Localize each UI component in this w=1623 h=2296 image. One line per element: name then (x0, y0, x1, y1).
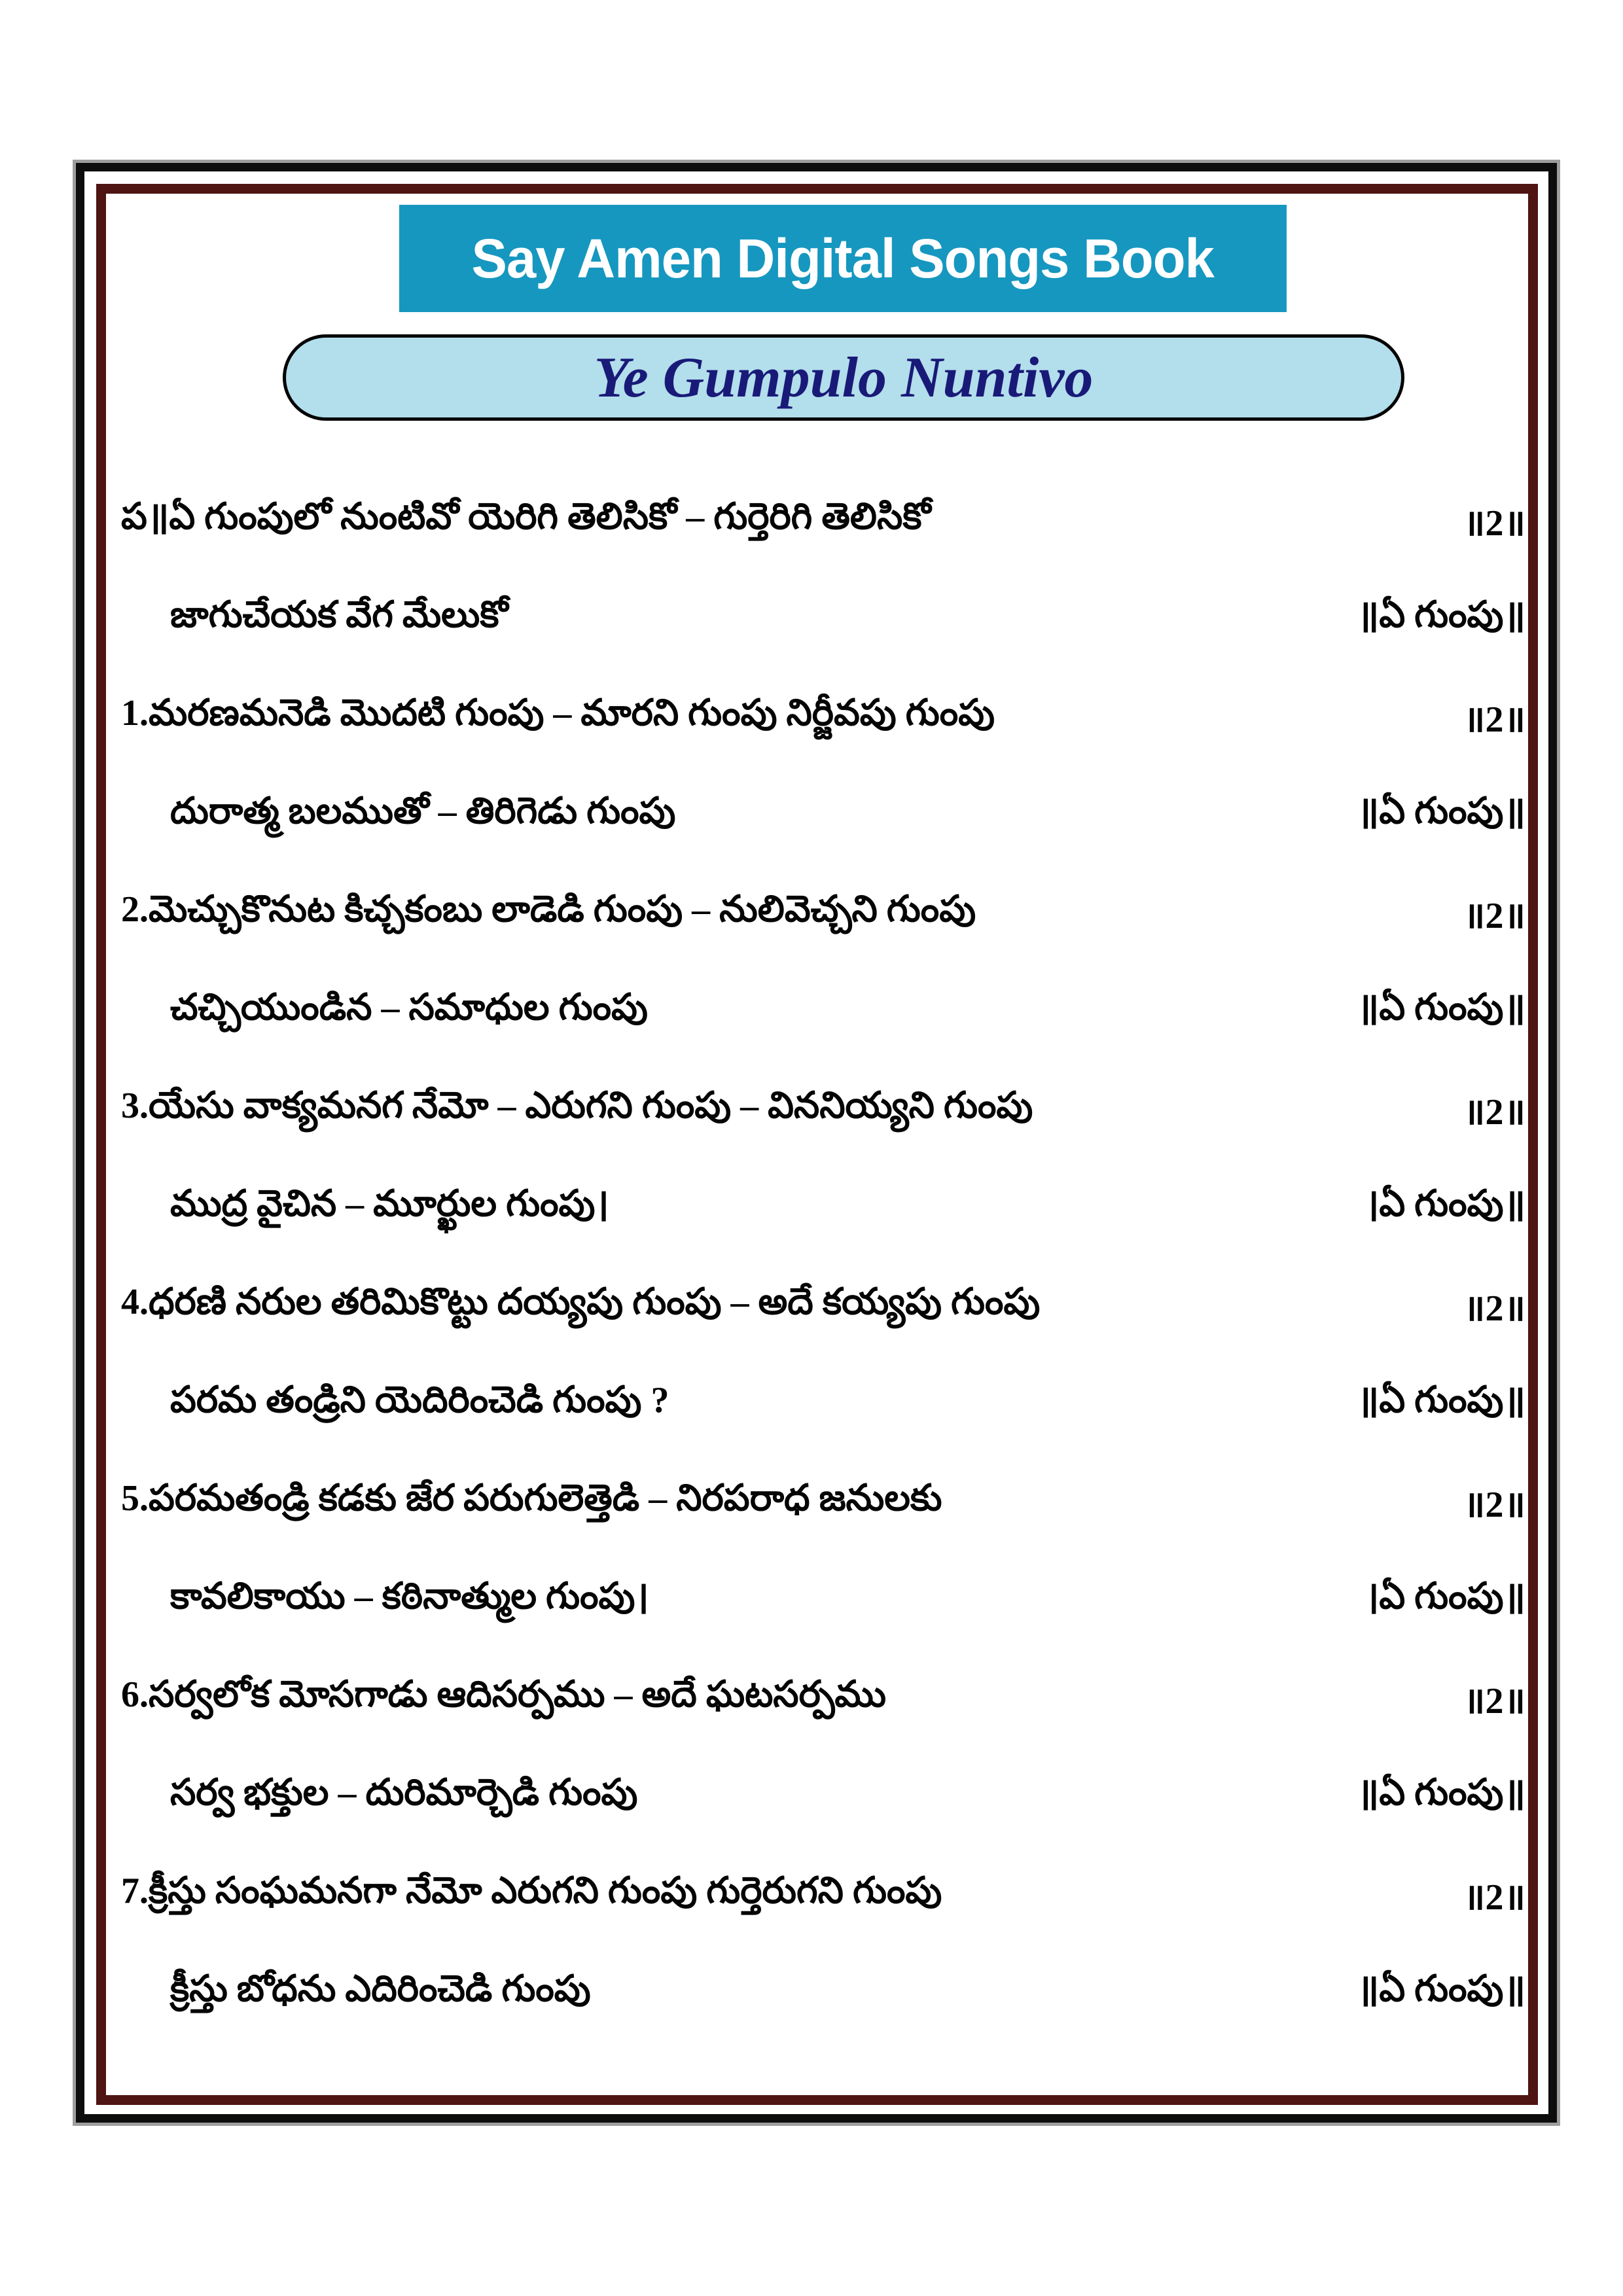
refrain-marker: ॥2॥ (1463, 1681, 1525, 1722)
lyric-text: ప॥ఏ గుంపులో నుంటివో యెరిగి తెలిసికో – గుర్తెరిగి తెలిసికో (121, 497, 931, 537)
lyric-line (121, 571, 1525, 669)
lyric-line (121, 1159, 1525, 1258)
lyric-line (121, 1552, 1525, 1650)
lyric-line (121, 1748, 1525, 1846)
refrain-marker: ॥2॥ (1463, 1092, 1525, 1133)
book-title-banner (399, 205, 1287, 312)
song-title: Ye Gumpulo Nuntivo (594, 345, 1094, 410)
lyric-text: దురాత్మ బలముతో – తిరిగెడు గుంపు (170, 791, 676, 832)
lyric-line (121, 669, 1525, 767)
refrain-marker: ।ఏ గుంపు॥ (1365, 1184, 1525, 1224)
lyric-line (121, 472, 1525, 571)
song-title-pill (283, 334, 1404, 421)
lyric-text: 5.పరమతండ్రి కడకు జేర పరుగులెత్తెడి – నిరపరాధ జనులకు (121, 1478, 942, 1519)
lyric-line (121, 1356, 1525, 1454)
lyric-text: చచ్చియుండిన – సమాధుల గుంపు (170, 987, 648, 1028)
lyric-text: 4.ధరణి నరుల తరిమికొట్టు దయ్యపు గుంపు – అదే కయ్యపు గుంపు (121, 1282, 1041, 1322)
refrain-marker: ॥2॥ (1463, 1877, 1525, 1918)
lyrics (121, 472, 1525, 2043)
lyric-line (121, 1454, 1525, 1552)
lyric-line (121, 1258, 1525, 1356)
lyric-line (121, 1061, 1525, 1159)
refrain-marker: ॥2॥ (1463, 503, 1525, 544)
lyric-line (121, 963, 1525, 1061)
lyric-text: 7.క్రీస్తు సంఘమనగా నేమో ఎరుగని గుంపు గుర్తెరుగని గుంపు (121, 1871, 942, 1911)
lyric-line (121, 1846, 1525, 1945)
lyric-text: 1.మరణమనెడి మొదటి గుంపు – మారని గుంపు నిర్జీవపు గుంపు (121, 693, 995, 733)
refrain-marker: ॥2॥ (1463, 896, 1525, 936)
lyric-text: కావలికాయు – కఠినాత్ముల గుంపు। (170, 1576, 649, 1617)
refrain-marker: ॥2॥ (1463, 1485, 1525, 1525)
lyric-text: సర్వ భక్తుల – దురిమార్చెడి గుంపు (170, 1773, 638, 1813)
book-title: Say Amen Digital Songs Book (471, 227, 1215, 289)
refrain-marker: ॥ఏ గుంపు॥ (1357, 791, 1525, 832)
refrain-marker: ॥ఏ గుంపు॥ (1357, 987, 1525, 1028)
lyric-text: 3.యేసు వాక్యమనగ నేమో – ఎరుగని గుంపు – విననియ్యని గుంపు (121, 1086, 1033, 1126)
refrain-marker: ॥2॥ (1463, 1288, 1525, 1329)
lyric-text: ముద్ర వైచిన – మూర్ఖుల గుంపు। (170, 1184, 609, 1224)
lyric-line (121, 1650, 1525, 1748)
lyric-text: క్రీస్తు బోధను ఎదిరించెడి గుంపు (170, 1969, 591, 2009)
refrain-marker: ॥ఏ గుంపు॥ (1357, 1380, 1525, 1421)
refrain-marker: ॥ఏ గుంపు॥ (1357, 595, 1525, 635)
lyric-text: 6.సర్వలోక మోసగాడు ఆదిసర్పము – అదే ఘటసర్పము (121, 1674, 887, 1715)
lyric-text: జాగుచేయక వేగ మేలుకో (170, 595, 508, 635)
lyric-text: 2.మెచ్చుకొనుట కిచ్చకంబు లాడెడి గుంపు – నులివెచ్చని గుంపు (121, 889, 976, 930)
lyric-text: పరమ తండ్రిని యెదిరించెడి గుంపు ? (170, 1380, 669, 1421)
refrain-marker: ॥ఏ గుంపు॥ (1357, 1969, 1525, 2009)
lyric-line (121, 865, 1525, 963)
refrain-marker: ।ఏ గుంపు॥ (1365, 1576, 1525, 1617)
refrain-marker: ॥ఏ గుంపు॥ (1357, 1773, 1525, 1813)
lyric-line (121, 767, 1525, 865)
refrain-marker: ॥2॥ (1463, 699, 1525, 740)
lyric-line (121, 1945, 1525, 2043)
